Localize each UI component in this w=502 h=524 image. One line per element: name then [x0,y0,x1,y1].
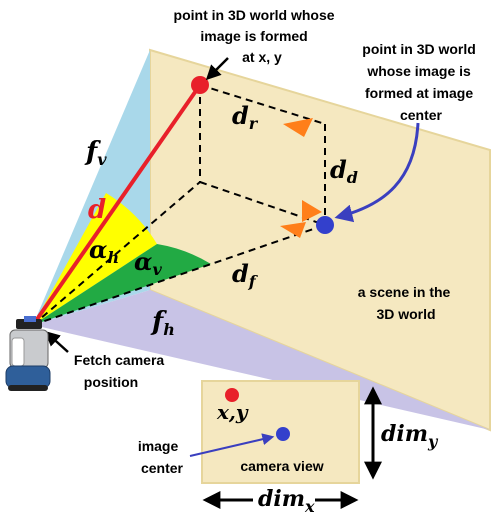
label-dim-y: dim$_y$ [381,421,438,451]
label-alpha-v: $\alpha_v$ [134,247,162,279]
label-dim-x: dim$_x$ [258,486,315,516]
camera-view-caption: camera view [240,458,324,474]
label-f-v: fv [86,137,107,169]
point-xy [191,76,209,94]
label-camera-position: Fetch camera position [73,352,165,390]
pointer-arrow-camera [47,333,68,352]
camera-view [202,381,359,483]
label-point-xy: point in 3D world whose image is formed at x, y [173,7,335,65]
point-image-center [316,216,334,234]
camera-view-image-center [276,427,290,441]
label-scene: a scene in the 3D world [357,284,451,322]
label-d: d [88,195,107,225]
label-d-f: $d_f$ [232,259,256,291]
label-image-center: image center [137,438,184,476]
label-alpha-h: $\alpha_h$ [89,235,120,267]
camera-view-xy-label: x,y [217,400,248,424]
label-d-r: $d_r$ [232,101,258,133]
label-d-d: $d_d$ [330,155,358,187]
label-point-center: point in 3D world whose image is formed at image center [362,41,476,123]
label-f-h: fh [152,307,175,339]
